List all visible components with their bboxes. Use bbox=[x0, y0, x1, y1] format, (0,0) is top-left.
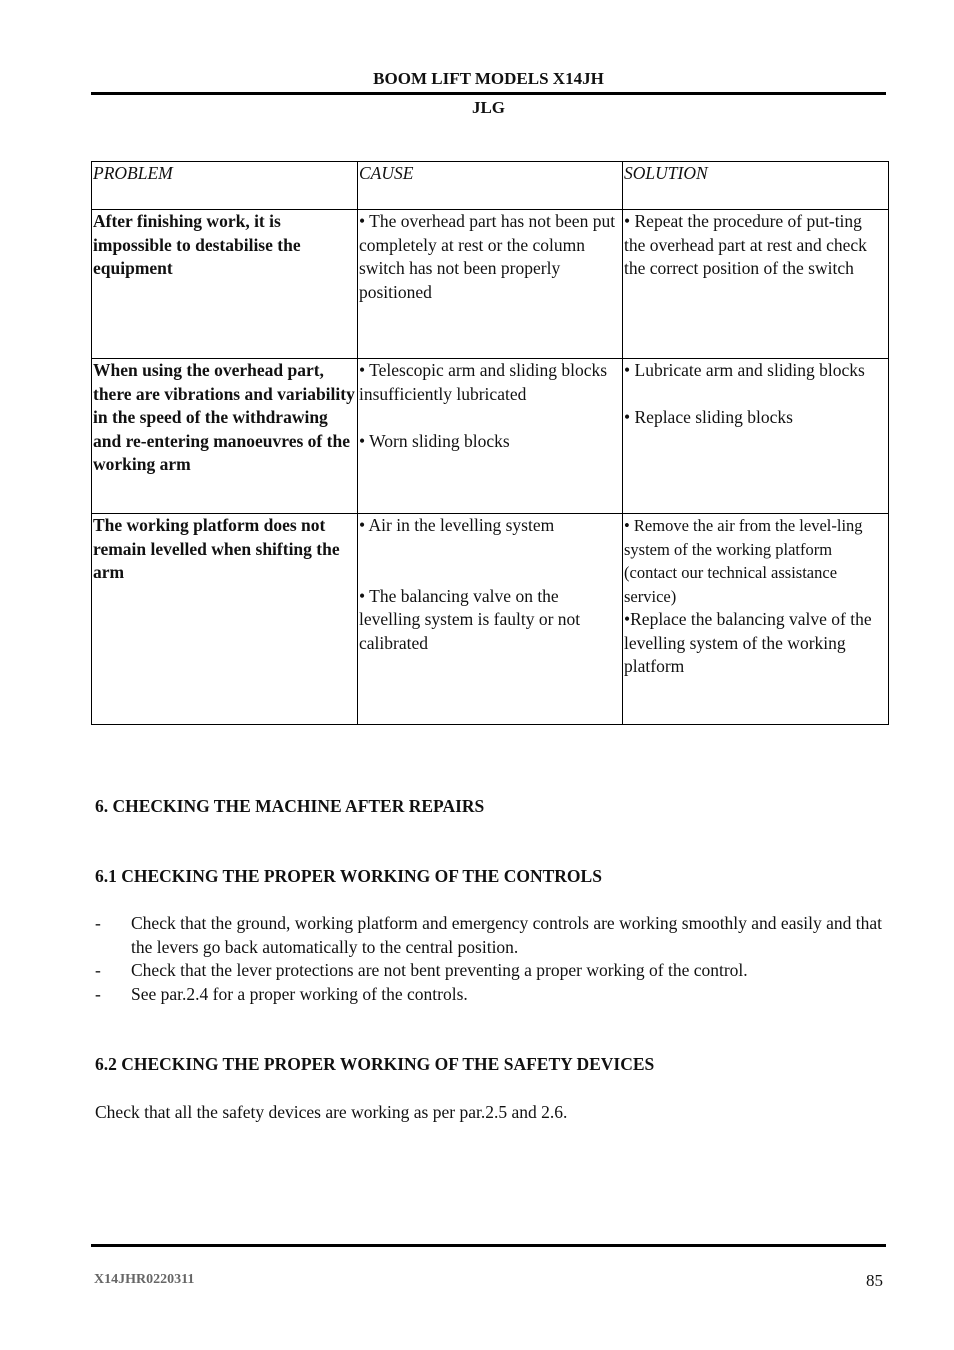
cause-text: • Air in the levelling system bbox=[359, 515, 555, 535]
list-item-text: See par.2.4 for a proper working of the controls. bbox=[131, 983, 468, 1004]
solution-cell bbox=[623, 210, 889, 359]
solution-cell bbox=[623, 514, 889, 725]
solution-text: • Replace sliding blocks bbox=[624, 407, 793, 427]
table-row bbox=[92, 210, 889, 359]
page-header bbox=[91, 68, 886, 118]
solution-cell bbox=[623, 359, 889, 514]
column-header-cause: CAUSE bbox=[358, 162, 623, 210]
cause-text: • The balancing valve on the levelling system is faulty or not calibrated bbox=[359, 585, 581, 653]
column-header-problem: PROBLEM bbox=[92, 162, 358, 210]
list-item-text: Check that the lever protections are not bent preventing a proper working of the control. bbox=[131, 960, 748, 980]
column-header-solution: SOLUTION bbox=[623, 162, 889, 210]
document-code: X14JHR0220311 bbox=[94, 1272, 195, 1287]
cause-cell bbox=[358, 514, 623, 725]
controls-checklist bbox=[95, 912, 890, 1006]
cause-text: • Telescopic arm and sliding blocks insufficiently lubricated bbox=[359, 360, 608, 404]
header-rule bbox=[91, 92, 886, 95]
table-row bbox=[92, 514, 889, 725]
table-row bbox=[92, 359, 889, 514]
solution-text: • Repeat the procedure of put-ting the overhead part at rest and check the correct position of the switch bbox=[624, 211, 867, 278]
list-bullet: - bbox=[95, 983, 101, 1004]
list-item-text: Check that the ground, working platform and emergency controls are working smoothly and easily and that the levers go back automatically to the central position. bbox=[131, 913, 883, 957]
problem-cell: When using the overhead part, there are vibrations and variability in the speed of the withdrawing and re-entering manoeuvres of the working arm bbox=[92, 359, 358, 514]
subsection-heading-controls: 6.1 CHECKING THE PROPER WORKING OF THE CONTROLS bbox=[95, 866, 602, 886]
cause-cell bbox=[358, 359, 623, 514]
list-bullet: - bbox=[95, 913, 101, 933]
safety-devices-paragraph: Check that all the safety devices are working as per par.2.5 and 2.6. bbox=[95, 1102, 568, 1122]
footer-rule bbox=[91, 1244, 886, 1247]
list-item bbox=[95, 912, 890, 959]
cause-text: • Worn sliding blocks bbox=[359, 430, 510, 451]
list-item bbox=[95, 983, 890, 1007]
table-header-row bbox=[92, 162, 889, 210]
problem-cell: After finishing work, it is impossible to destabilise the equipment bbox=[92, 210, 358, 359]
cause-text: • The overhead part has not been put completely at rest or the column switch has not been properly positioned bbox=[359, 211, 616, 302]
page-number: 85 bbox=[866, 1271, 883, 1290]
list-bullet: - bbox=[95, 960, 101, 980]
list-item bbox=[95, 959, 890, 983]
solution-text: •Replace the balancing valve of the levelling system of the working platform bbox=[624, 609, 872, 676]
solution-text: • Remove the air from the level-ling system of the working platform (contact our technical assistance service) bbox=[624, 516, 863, 606]
problem-cell: The working platform does not remain levelled when shifting the arm bbox=[92, 514, 358, 725]
solution-text: • Lubricate arm and sliding blocks bbox=[624, 360, 865, 380]
document-title: BOOM LIFT MODELS X14JH bbox=[373, 69, 604, 88]
subsection-heading-safety: 6.2 CHECKING THE PROPER WORKING OF THE SAFETY DEVICES bbox=[95, 1054, 655, 1074]
section-heading: 6. CHECKING THE MACHINE AFTER REPAIRS bbox=[95, 796, 485, 816]
brand-name: JLG bbox=[471, 98, 506, 117]
cause-cell bbox=[358, 210, 623, 359]
troubleshooting-table bbox=[91, 161, 889, 725]
